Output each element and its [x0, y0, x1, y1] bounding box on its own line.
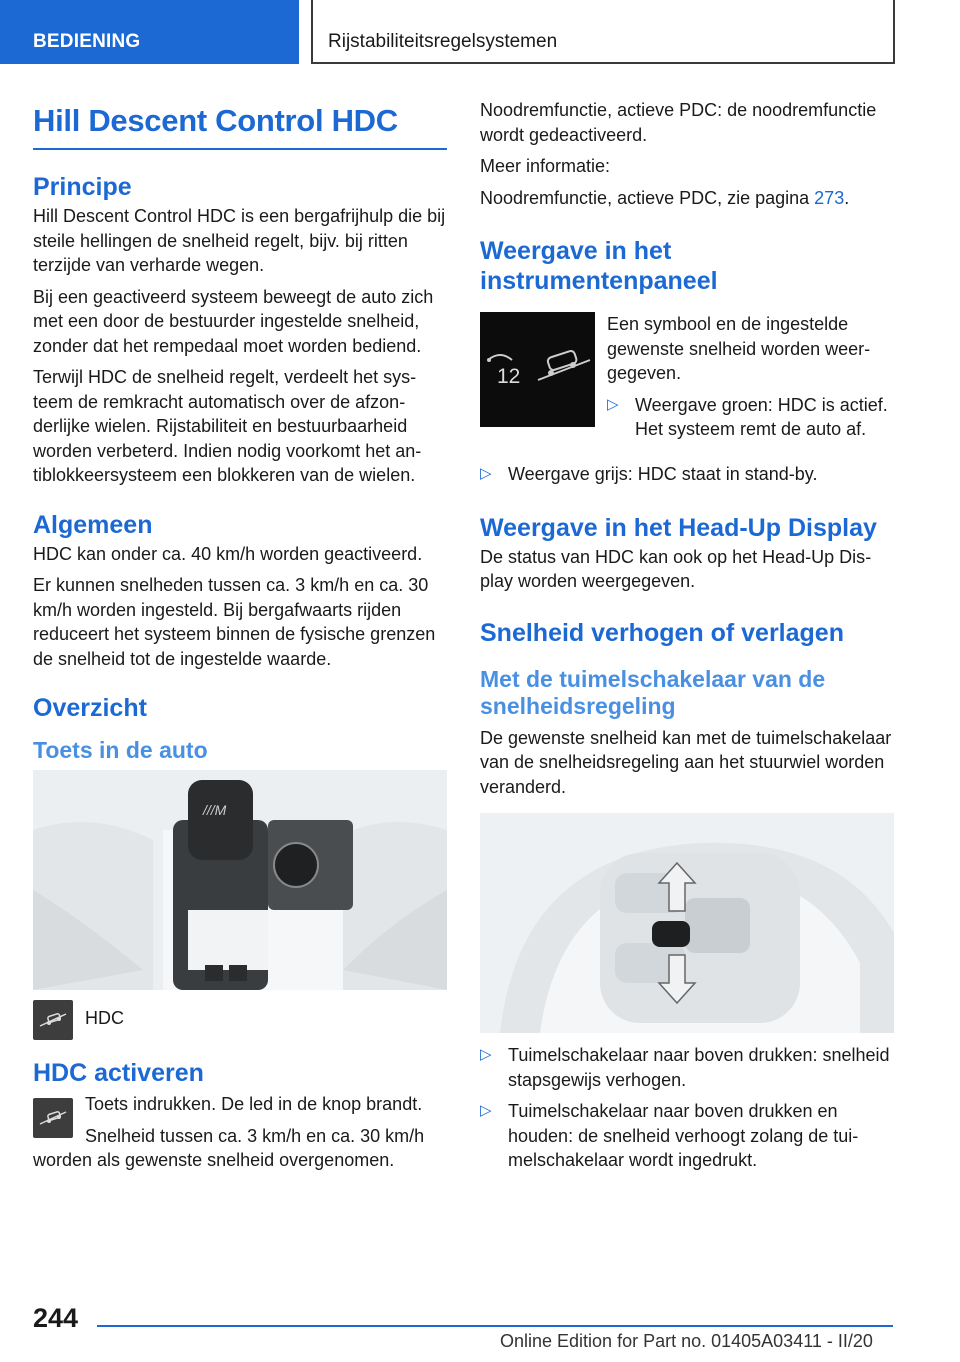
toets-heading: Toets in de auto [33, 737, 208, 763]
weergave-bullet-green: ▷ Weergave groen: HDC is actief. Het systeem remt de auto af. [607, 393, 894, 442]
headup-paragraph: De status van HDC kan ook op het Head-Up Display worden weergegeven. [480, 546, 872, 591]
instrument-display-image [480, 312, 595, 427]
svg-text:///M: ///M [203, 802, 227, 818]
overzicht-heading: Overzicht [33, 694, 147, 722]
snelheid-heading: Snelheid verhogen of verlagen [480, 618, 844, 647]
footer-edition: Online Edition for Part no. 01405A03411 - II/20 [500, 1331, 873, 1351]
reference-text: Noodremfunctie, actieve PDC, zie pagina [480, 187, 815, 208]
activeren-heading: HDC activeren [33, 1059, 204, 1087]
weergave-bullet-grey: ▷ Weergave grijs: HDC staat in stand-by. [480, 462, 894, 487]
algemeen-paragraph-1: HDC kan onder ca. 40 km/h worden geactiveerd. [33, 543, 423, 564]
algemeen-heading: Algemeen [33, 510, 153, 539]
weergave-paragraph: Een symbool en de ingestelde gewenste snelheid worden weergegeven. [607, 314, 871, 383]
section-title: BEDIENING [33, 31, 141, 52]
tuimel-bullet-2: ▷ Tuimelschakelaar naar boven drukken en houden: de snelheid verhoogt zolang de tuimelschakelaar wordt ingedrukt. [480, 1099, 894, 1173]
principe-paragraph-1: Hill Descent Control HDC is een bergafrijhulp die bij steile hellingen de snelheid regelt, bijv. bij ritten terzijde van verharde wegen. [33, 206, 446, 275]
activeren-paragraph-2: Snelheid tussen ca. 3 km/h en ca. 30 km/h worden als gewenste snelheid overgenomen. [33, 1125, 425, 1170]
page-reference-link[interactable]: 273 [814, 187, 845, 208]
noodrem-paragraph: Noodremfunctie, actieve PDC: de noodremfunctie wordt gedeactiveerd. [480, 100, 877, 145]
reference-paragraph [480, 186, 894, 211]
tuimel-paragraph: De gewenste snelheid kan met de tuimelschakelaar van de snelheidsregeling aan het stuurwiel worden veranderd. [480, 727, 892, 797]
page-number: 244 [33, 1303, 79, 1333]
hdc-icon-label: HDC [85, 1008, 124, 1028]
principe-paragraph-2: Bij een geactiveerd systeem beweegt de auto zich met een door de bestuurder ingestelde snelheid, zonder dat het rempedaal moet worden bediend. [33, 286, 434, 356]
steering-wheel-illustration [480, 813, 894, 1033]
instrument-display-text [607, 312, 894, 442]
principe-paragraph-3: Terwijl HDC de snelheid regelt, verdeelt het systeem de remkracht automatisch over de afzonderlijke wielen. Rijstabiliteit en bestuurbaarheid worden verbeterd. Indien nodig voorkomt het antiblokkeersysteem een blokkeren van de wielen. [33, 367, 422, 485]
section-tab [0, 0, 299, 64]
steering-wheel-image [480, 813, 894, 1033]
footer-divider [97, 1325, 893, 1327]
activeren-paragraph-1: Toets indrukken. De led in de knop brandt. [85, 1094, 423, 1114]
instrument-display-block [480, 312, 894, 462]
hdc-car-slope-icon [33, 1000, 73, 1040]
center-console-illustration [33, 770, 447, 990]
reference-end: . [844, 187, 850, 208]
activeren-block [33, 1092, 447, 1173]
center-console-image [33, 770, 447, 990]
meer-info-paragraph: Meer informatie: [480, 156, 611, 176]
topic-tab [311, 0, 895, 64]
headup-heading: Weergave in het Head-Up Display [480, 513, 877, 542]
principe-heading: Principe [33, 173, 132, 201]
tuimel-heading: Met de tuimelschakelaar van de snelheidsregeling [480, 665, 826, 719]
hdc-button-icon [33, 1098, 73, 1138]
algemeen-paragraph-2: Er kunnen snelheden tussen ca. 3 km/h en ca. 30 km/h worden ingesteld. Bij bergafwaarts rijden reduceert het systeem binnen de fysische grenzen de snelheid tot de ingestelde waarde. [33, 575, 436, 669]
hdc-icon-legend [33, 1000, 447, 1044]
topic-title: Rijstabiliteitsregelsystemen [328, 31, 558, 52]
weergave-heading: Weergave in het instrumentenpaneel [480, 237, 718, 295]
tuimel-bullet-1: ▷ Tuimelschakelaar naar boven drukken: snelheid stapsgewijs verhogen. [480, 1043, 894, 1092]
page-title: Hill Descent Control HDC [33, 102, 447, 150]
display-speed: 12 [497, 365, 521, 388]
right-column [480, 98, 894, 1180]
left-column [33, 98, 447, 1180]
